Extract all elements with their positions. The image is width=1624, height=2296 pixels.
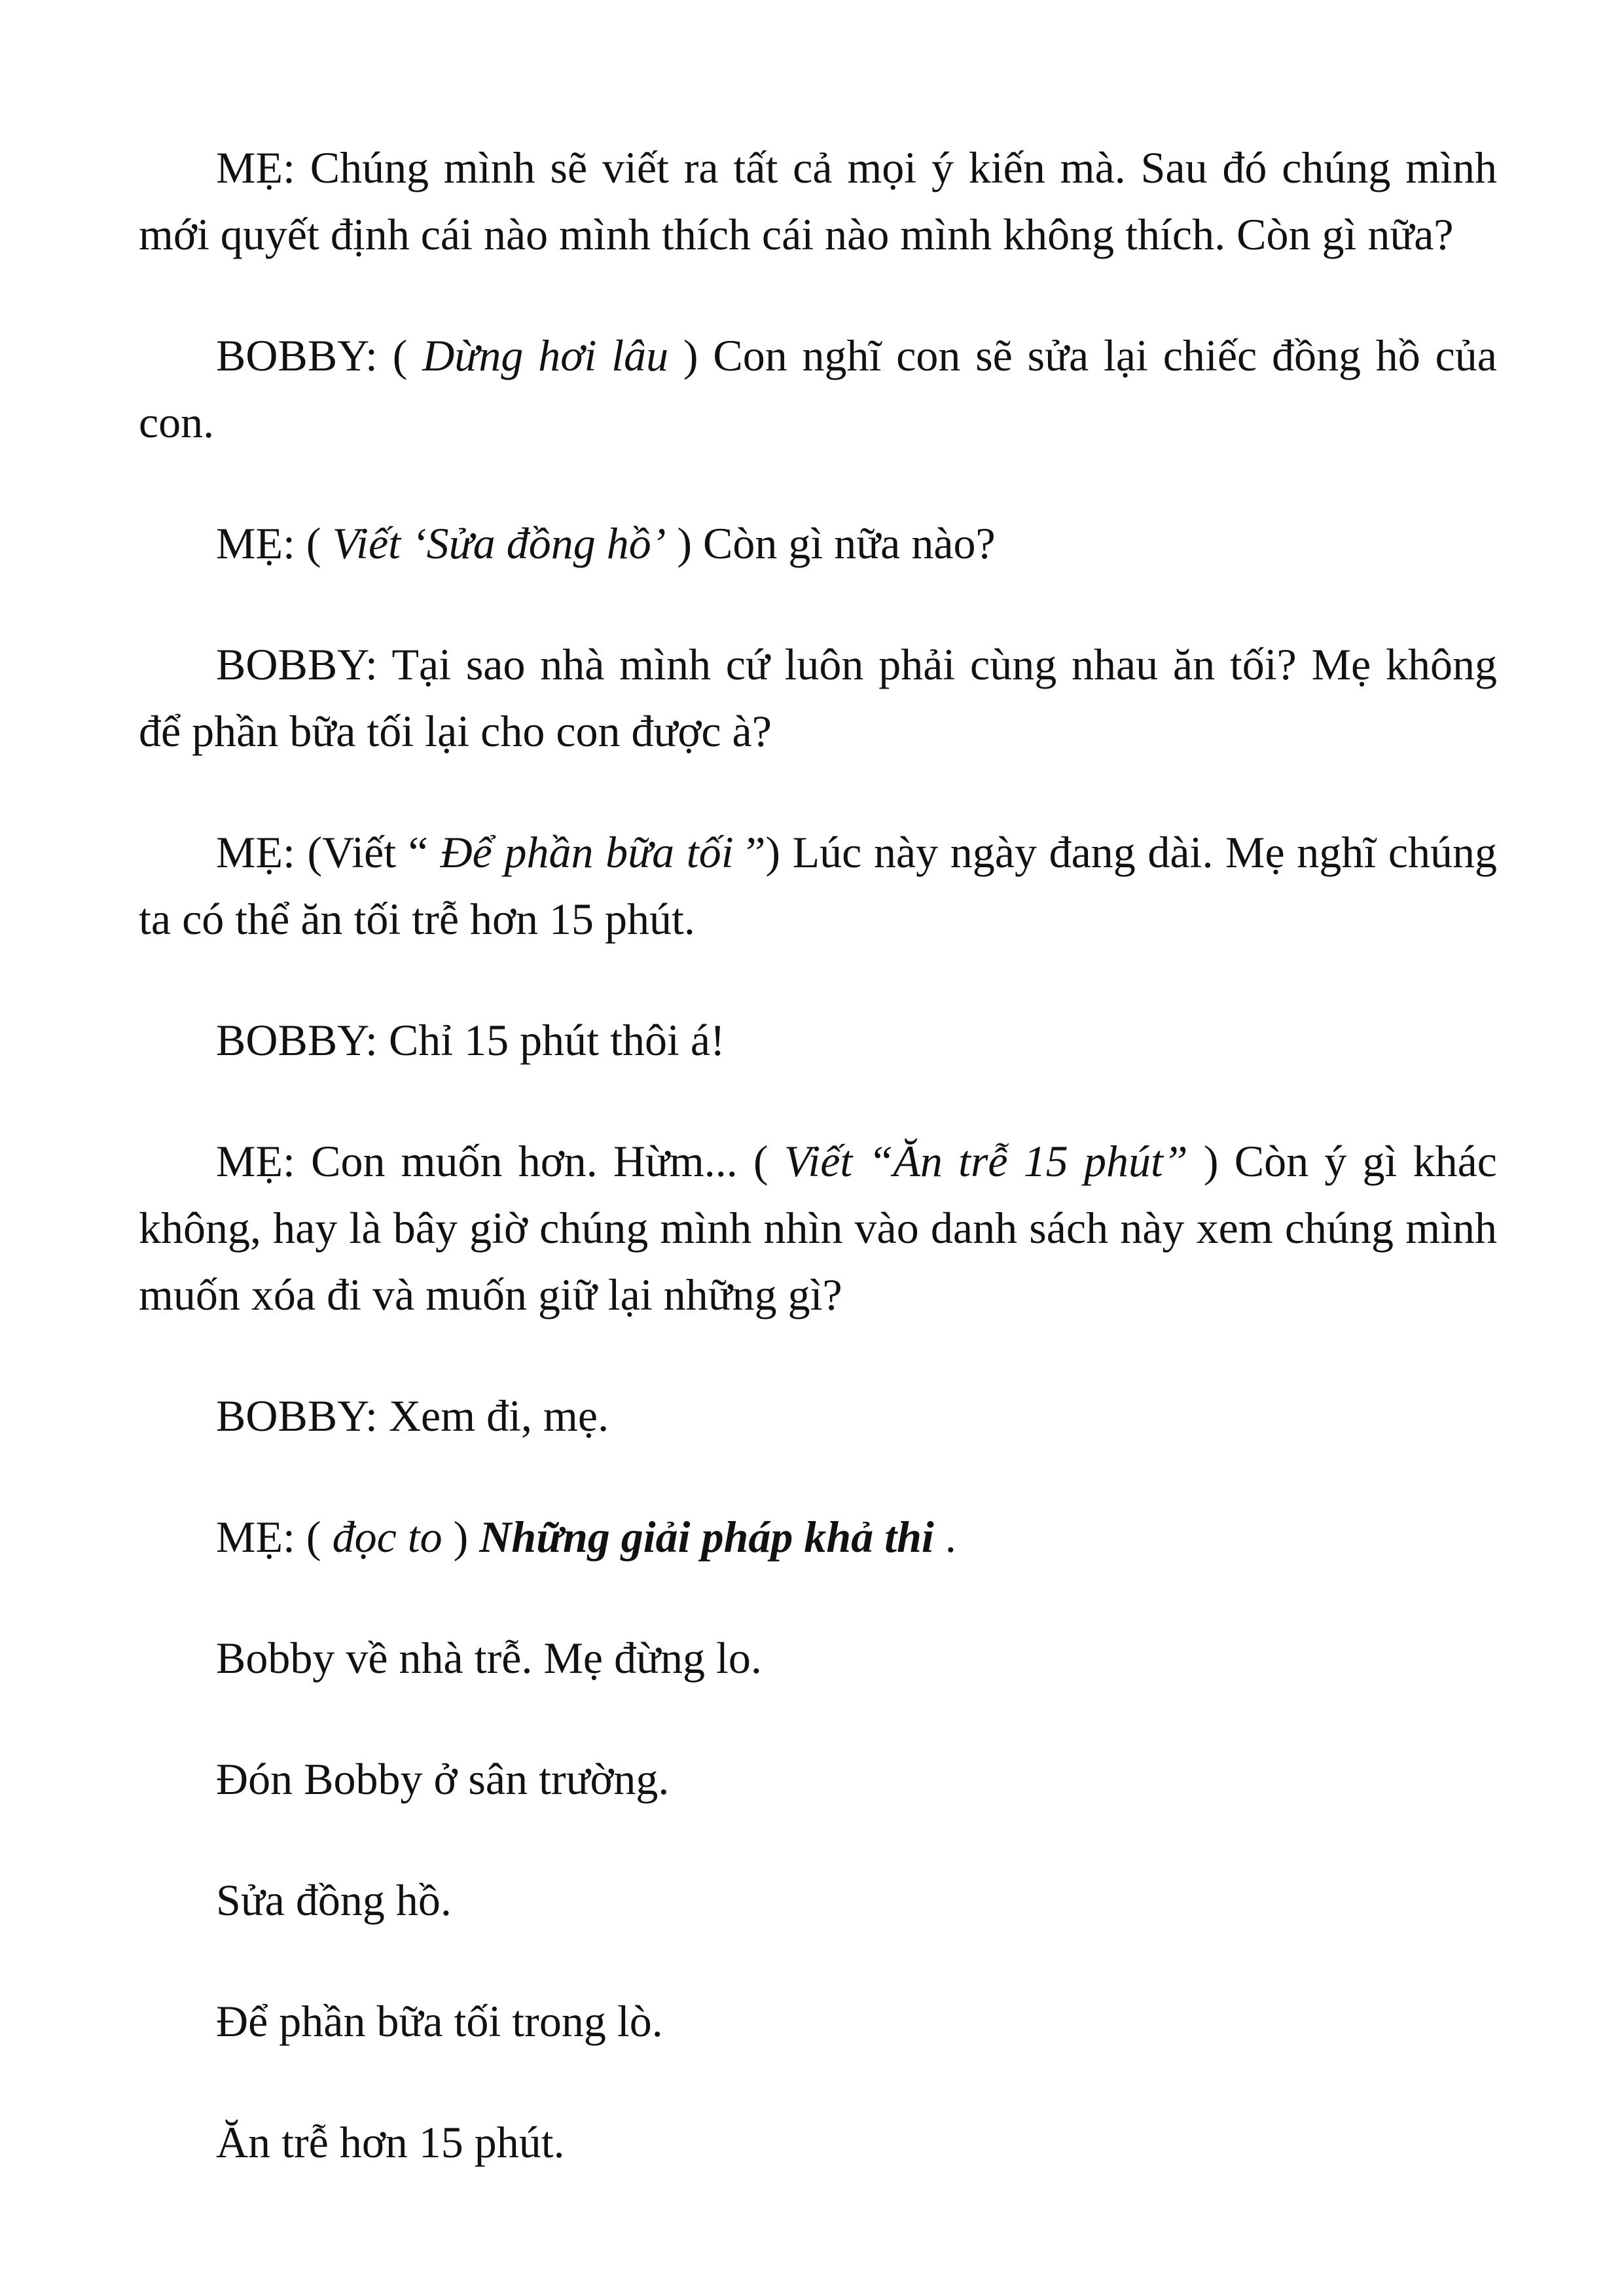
dialogue-text: Chỉ 15 phút thôi á! (377, 1015, 725, 1065)
dialogue-paragraph (139, 322, 1497, 456)
document-page (139, 134, 1497, 2230)
dialogue-text: Chúng mình sẽ viết ra tất cả mọi ý kiến mà. Sau đó chúng mình mới quyết định cái nào mình thích cái nào mình không thích. Còn gì nữa? (139, 143, 1497, 259)
list-heading: Những giải pháp khả thi (479, 1512, 934, 1562)
dialogue-text: ) Còn gì nữa nào? (666, 518, 996, 568)
solution-item: Bobby về nhà trễ. Mẹ đừng lo. (216, 1633, 762, 1683)
speaker-label: MẸ: (216, 518, 295, 568)
dialogue-text: Xem đi, mẹ. (377, 1391, 609, 1441)
dialogue-paragraph (139, 1382, 1497, 1449)
speaker-label: BOBBY: (216, 639, 378, 689)
speaker-label: BOBBY: (216, 1391, 378, 1441)
speaker-label: MẸ: (216, 143, 295, 192)
dialogue-text: ( (377, 331, 423, 380)
dialogue-paragraph (139, 631, 1497, 764)
solution-item: Đón Bobby ở sân trường. (216, 1754, 670, 1804)
solution-item: Ăn trễ hơn 15 phút. (216, 2117, 565, 2167)
stage-direction: đọc to (332, 1512, 442, 1562)
dialogue-text: . (933, 1512, 956, 1562)
speaker-label: BOBBY: (216, 331, 378, 380)
dialogue-text: ( (295, 1512, 333, 1562)
dialogue-text: ) Con nghĩ con sẽ sửa lại chiếc đồng hồ của con. (139, 331, 1497, 447)
dialogue-text: ”) Lúc này ngày đang dài. Mẹ nghĩ chúng ta có thể ăn tối trễ hơn 15 phút. (139, 827, 1497, 944)
solution-item: Sửa đồng hồ. (216, 1875, 452, 1925)
speaker-label: MẸ: (216, 1512, 295, 1562)
dialogue-text: ) Còn ý gì khác không, hay là bây giờ chúng mình nhìn vào danh sách này xem chúng mình muốn xóa đi và muốn giữ lại những gì? (139, 1136, 1497, 1319)
dialogue-text: ( (295, 518, 333, 568)
dialogue-paragraph (139, 510, 1497, 577)
stage-direction: Dừng hơi lâu (422, 331, 669, 380)
dialogue-paragraph (139, 1503, 1497, 1570)
stage-direction: Viết “Ăn trễ 15 phút” (784, 1136, 1188, 1186)
stage-direction: Viết ‘Sửa đồng hồ’ (332, 518, 666, 568)
solution-item: Để phần bữa tối trong lò. (216, 1996, 663, 2046)
stage-direction: Để phần bữa tối (440, 827, 734, 877)
speaker-label: BOBBY: (216, 1015, 378, 1065)
dialogue-text: Con muốn hơn. Hừm... ( (295, 1136, 784, 1186)
speaker-label: MẸ: (216, 1136, 295, 1186)
dialogue-paragraph (139, 819, 1497, 952)
speaker-label: MẸ: (216, 827, 295, 877)
dialogue-paragraph (139, 1128, 1497, 1328)
dialogue-paragraph (139, 134, 1497, 268)
dialogue-text: ) (442, 1512, 480, 1562)
dialogue-text: (Viết “ (295, 827, 441, 877)
dialogue-text: Tại sao nhà mình cứ luôn phải cùng nhau ăn tối? Mẹ không để phần bữa tối lại cho con được à? (139, 639, 1497, 756)
dialogue-paragraph (139, 1007, 1497, 1073)
